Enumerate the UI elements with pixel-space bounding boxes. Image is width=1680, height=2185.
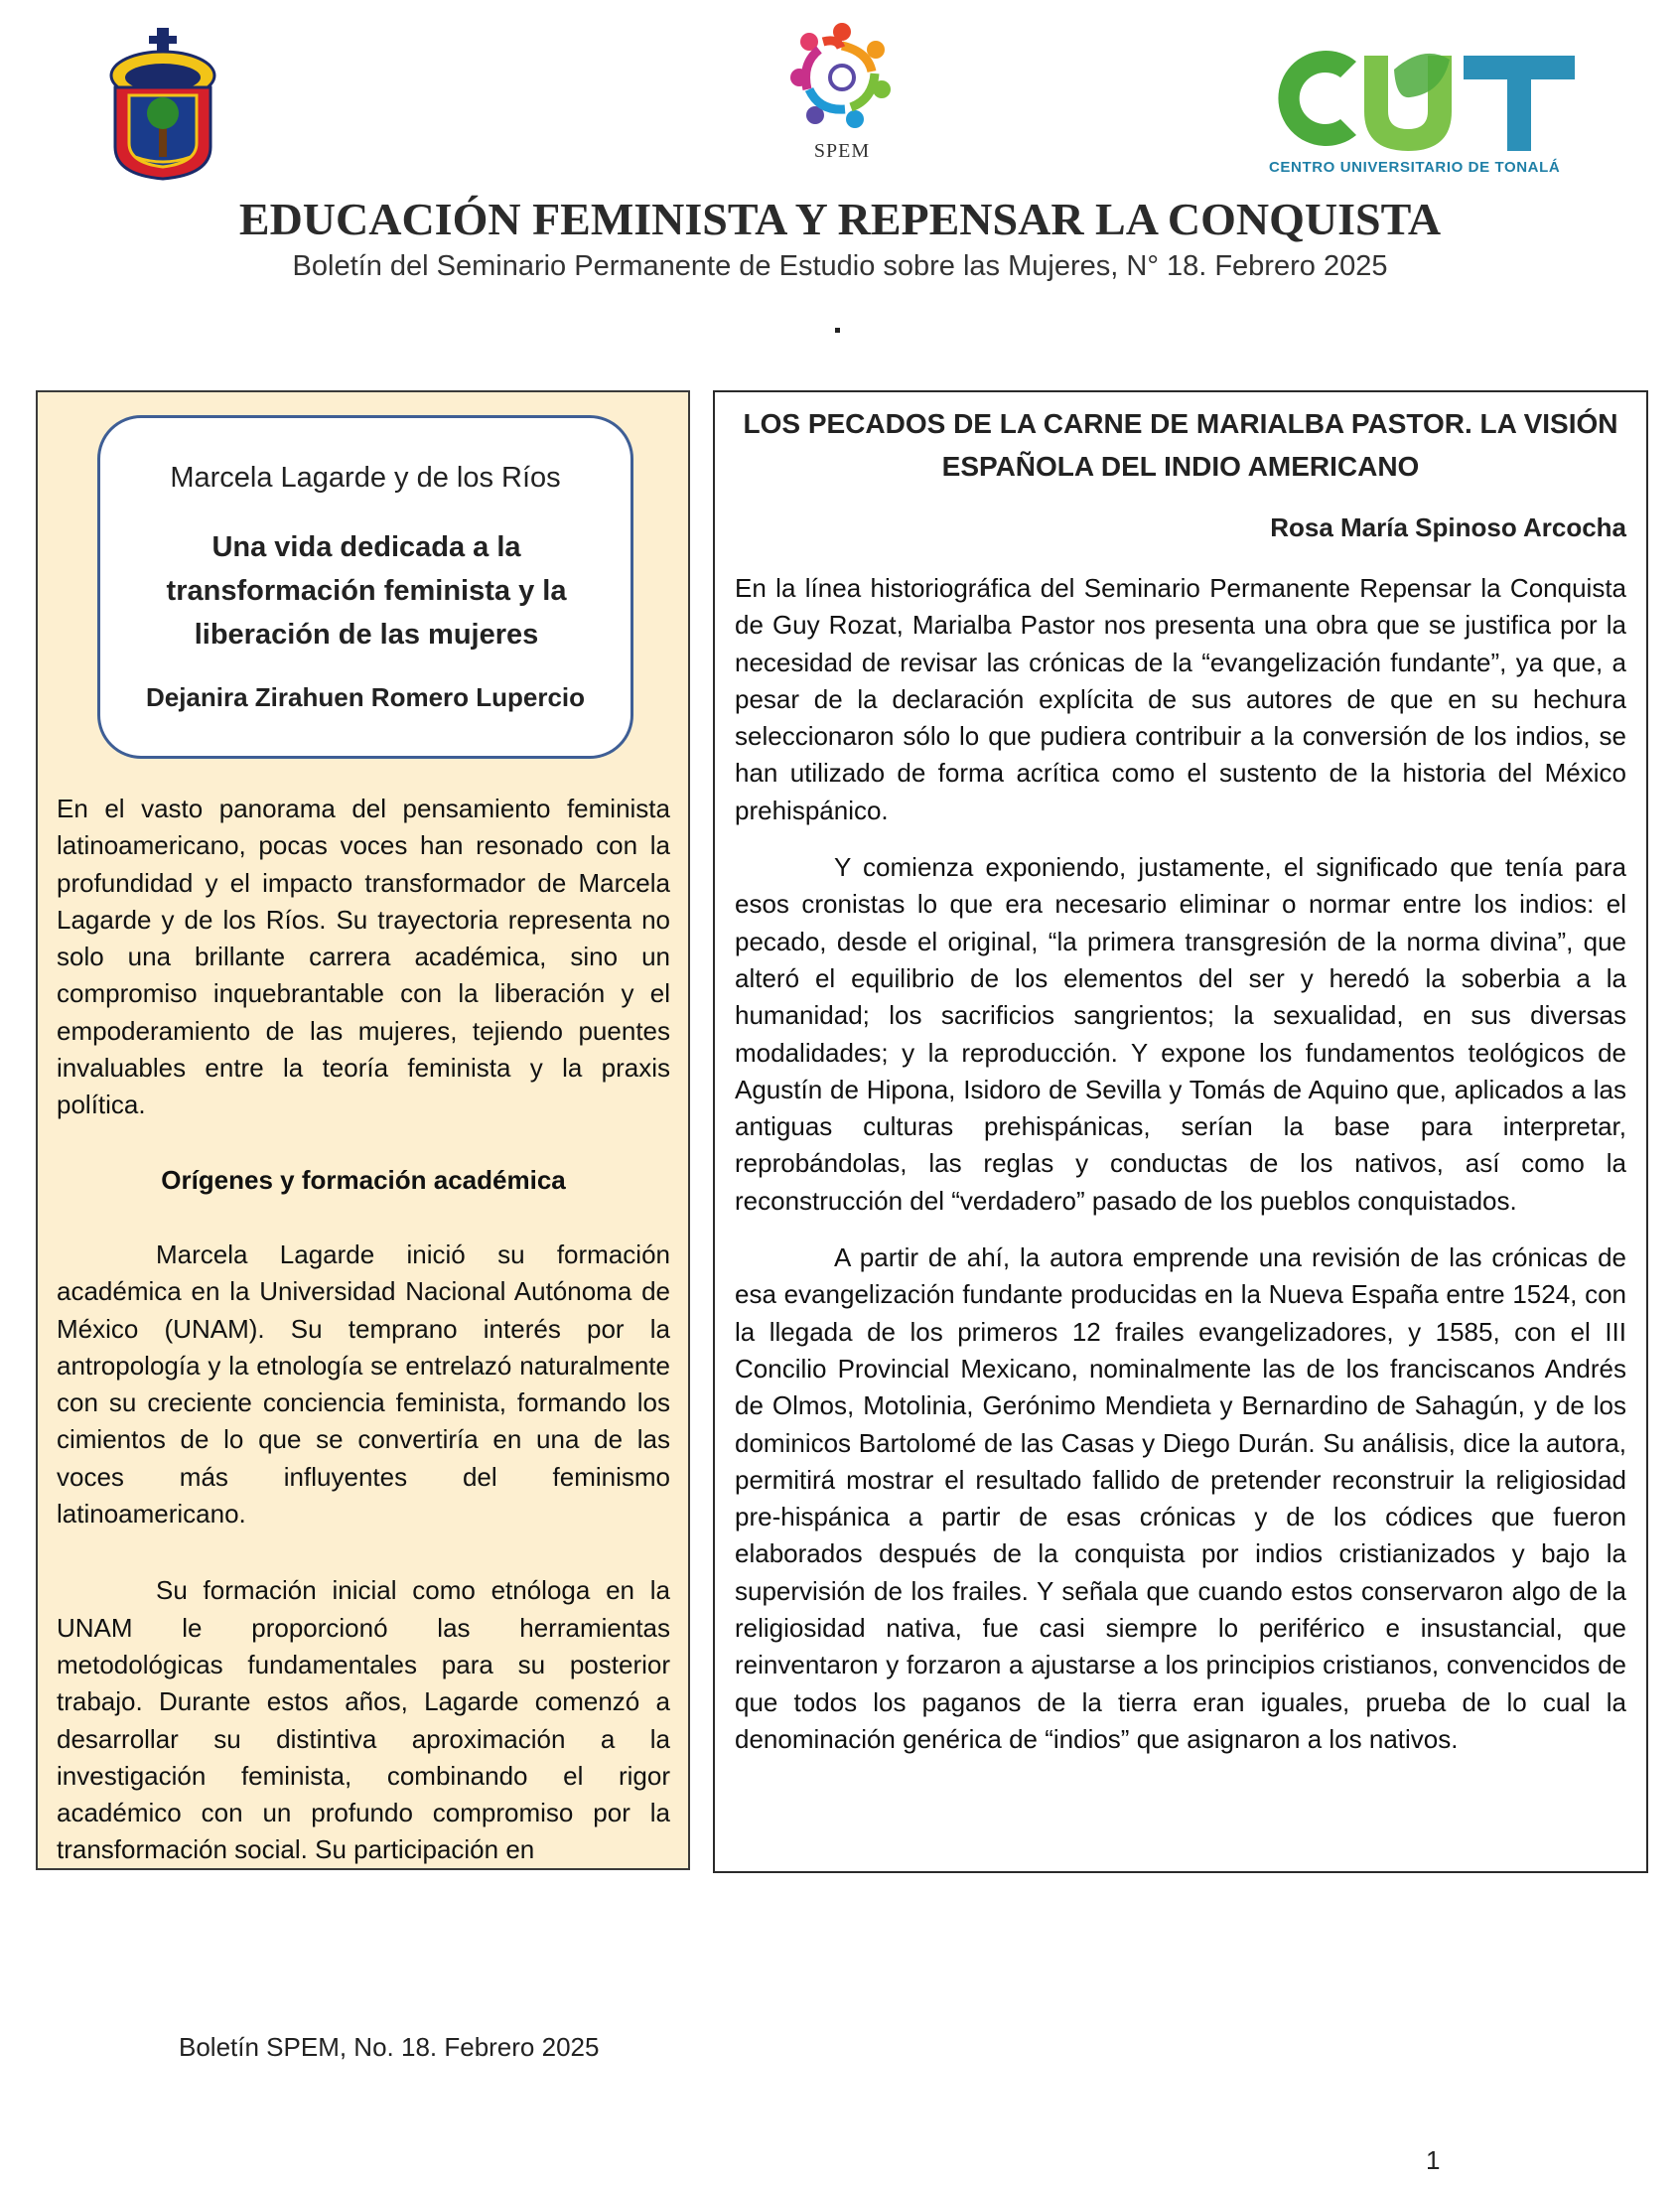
- right-article-author: Rosa María Spinoso Arcocha: [1270, 512, 1626, 542]
- page-subtitle: Boletín del Seminario Permanente de Estudio sobre las Mujeres, N° 18. Febrero 2025: [292, 250, 1388, 282]
- right-paragraph-2: Y comienza exponiendo, justamente, el significado que tenía para esos cronistas lo que era necesario eliminar o normar entre los indios: el pecado, desde el original, “la primera transgresión de la norma divina”, que alteró el equilibrio de los elementos del ser y heredó la soberbia a la humanidad; los sacrificios sangrientos; la sexualidad, en sus diversas modalidades; y la reproducción. Y expone los fundamentos teológicos de Agustín de Hipona, Isidoro de Sevilla y Tomás de Aquino que, aplicados a las antiguas culturas prehispánicas, serían la base para interpretar, reprobándolas, las reglas y conductas de los nativos, así como la reconstrucción del “verdadero” pasado de los pueblos conquistados.: [735, 852, 1626, 1216]
- left-paragraph-1: Marcela Lagarde inició su formación académica en la Universidad Nacional Autónoma de México (UNAM). Su temprano interés por la antropología y la etnología se entrelazó naturalmente con su creciente conciencia feminista, formando los cimientos de lo que se convertiría en una de las voces más influyentes del feminismo latinoamericano.: [57, 1238, 670, 1530]
- footer-text: Boletín SPEM, No. 18. Febrero 2025: [179, 2032, 600, 2062]
- right-paragraph-1: En la línea historiográfica del Seminario Permanente Repensar la Conquista de Guy Rozat, Marialba Pastor nos presenta una obra que se justifica por la necesidad de revisar las crónicas de la “evangelización fundante”, ya que, a pesar de la declaración explícita de sus autores de que en su hechura seleccionaron sólo lo que pudiera contribuir a la conversión de los indios, se han utilizado de forma acrítica como el sustento de la historia del México prehispánico.: [735, 573, 1626, 825]
- card-author: Dejanira Zirahuen Romero Lupercio: [145, 682, 586, 712]
- cut-leaf-logo-icon: [1261, 40, 1579, 157]
- card-article-title: Una vida dedicada a la transformación feminista y la liberación de las mujeres: [166, 531, 567, 651]
- article-title-card: [97, 415, 633, 759]
- cut-logo: [1261, 40, 1579, 185]
- page-title: EDUCACIÓN FEMINISTA Y REPENSAR LA CONQUISTA: [238, 194, 1442, 244]
- spem-logo-caption: SPEM: [813, 140, 871, 162]
- left-section-heading: Orígenes y formación académica: [161, 1164, 566, 1195]
- spem-logo: [772, 16, 911, 175]
- spem-people-circle-icon: [787, 16, 897, 135]
- left-intro-paragraph: En el vasto panorama del pensamiento feminista latinoamericano, pocas voces han resonado con la profundidad y el impacto transformador de Marcela Lagarde y de los Ríos. Su trayectoria representa no solo una brillante carrera académica, sino un compromiso inquebrantable con la liberación y el empoderamiento de las mujeres, tejiendo puentes invaluables entre la teoría feminista y la praxis política.: [57, 794, 670, 1120]
- cut-logo-caption: CENTRO UNIVERSITARIO DE TONALÁ: [1269, 159, 1561, 176]
- right-article-body: [735, 570, 1626, 1778]
- separator-dot: [835, 328, 840, 333]
- left-article-body: [57, 791, 670, 1869]
- right-paragraph-3: A partir de ahí, la autora emprende una revisión de las crónicas de esa evangelización fundante producidas en la Nueva España entre 1524, con la llegada de los primeros 12 frailes evangelizadores, y 1585, con el III Concilio Provincial Mexicano, nominalmente las de los franciscanos Andrés de Olmos, Motolinia, Gerónimo Mendieta y Bernardino de Sahagún, y de los dominicos Bartolomé de las Casas y Diego Durán. Su análisis, dice la autora, permitirá mostrar el resultado fallido de pretender reconstruir la religiosidad pre-hispánica a partir de esas crónicas y de los códices que fueron elaborados después de la conquista por indios cristianizados y bajo la supervisión de los frailes. Y señala que cuando estos conservaron algo de la religiosidad nativa, fue casi siempre lo periférico e insustancial, que reinventaron y forzaron a ajustarse a los principios cristianos, convencidos de que todos los paganos de la tierra eran iguales, prueba de lo cual la denominación genérica de “indios” que asignaron a los nativos.: [735, 1242, 1626, 1754]
- left-paragraph-2: Su formación inicial como etnóloga en la UNAM le proporcionó las herramientas metodológicas fundamentales para su posterior trabajo. Durante estos años, Lagarde comenzó a desarrollar su distintiva aproximación a la investigación feminista, combinando el rigor académico con un profundo compromiso por la transformación social. Su participación en: [57, 1575, 670, 1865]
- card-subject-name: Marcela Lagarde y de los Ríos: [170, 462, 561, 494]
- right-article-title: LOS PECADOS DE LA CARNE DE MARIALBA PASTOR. LA VISIÓN ESPAÑOLA DEL INDIO AMERICANO: [743, 408, 1618, 482]
- page-number: 1: [1426, 2145, 1441, 2175]
- university-coat-of-arms-icon: [105, 26, 220, 181]
